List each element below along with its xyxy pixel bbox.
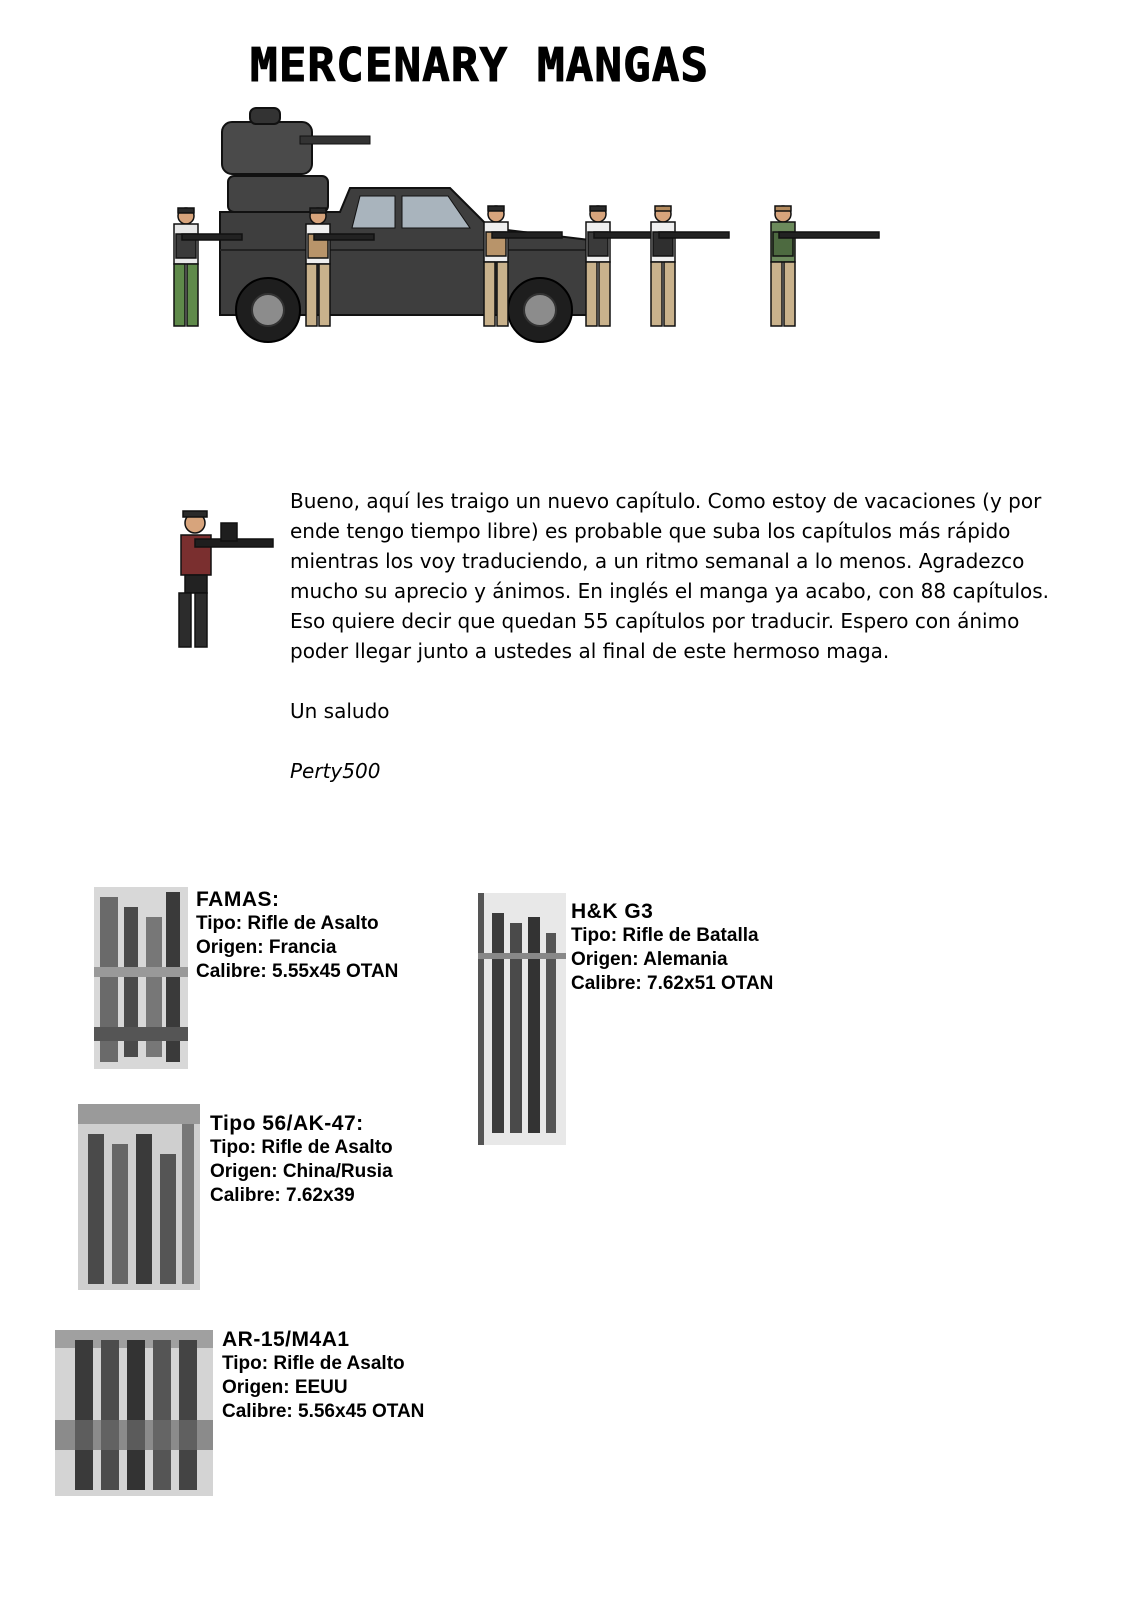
note-greeting: Un saludo — [290, 699, 390, 723]
hk-g3-panel-image — [478, 893, 566, 1145]
weapon-name: AR-15/M4A1 — [222, 1328, 350, 1351]
weapon-card-ar15 — [222, 1328, 424, 1424]
weapon-name: Tipo 56/AK-47: — [210, 1112, 364, 1135]
weapon-card-hk-g3 — [571, 900, 773, 996]
weapon-card-famas — [196, 888, 398, 984]
weapon-origin: Origen: China/Rusia — [210, 1161, 393, 1182]
weapon-caliber: Calibre: 7.62x39 — [210, 1185, 355, 1206]
weapon-type: Tipo: Rifle de Batalla — [571, 925, 759, 946]
weapon-name: H&K G3 — [571, 900, 654, 923]
weapon-type: Tipo: Rifle de Asalto — [210, 1137, 393, 1158]
weapon-type: Tipo: Rifle de Asalto — [196, 913, 379, 934]
ak47-panel-image — [78, 1104, 200, 1290]
weapon-caliber: Calibre: 5.55x45 OTAN — [196, 961, 399, 982]
weapon-card-ak47 — [210, 1112, 393, 1208]
weapon-origin: Origen: Alemania — [571, 949, 728, 970]
weapon-caliber: Calibre: 7.62x51 OTAN — [571, 973, 774, 994]
weapon-name: FAMAS: — [196, 888, 280, 911]
page-title: MERCENARY MANGAS — [250, 38, 710, 92]
note-signature: Perty500 — [290, 759, 381, 783]
weapon-origin: Origen: EEUU — [222, 1377, 348, 1398]
ar15-panel-image — [55, 1330, 213, 1496]
translator-note — [290, 486, 1050, 786]
weapon-type: Tipo: Rifle de Asalto — [222, 1353, 405, 1374]
weapon-caliber: Calibre: 5.56x45 OTAN — [222, 1401, 425, 1422]
famas-panel-image — [94, 887, 188, 1069]
soldier-illustration — [165, 505, 275, 655]
weapon-origin: Origen: Francia — [196, 937, 337, 958]
truck-soldiers-illustration — [150, 100, 890, 350]
note-paragraph: Bueno, aquí les traigo un nuevo capítulo. Como estoy de vacaciones (y por ende tengo tiempo libre) es probable que suba los capítulos más rápido mientras los voy traduciendo, a un ritmo semanal a lo menos. Agradezco mucho su aprecio y ánimos. En inglés el manga ya acabo, con 88 capítulos. Eso quiere decir que quedan 55 capítulos por traducir. Espero con ánimo poder llegar junto a ustedes al final de este hermoso maga. — [290, 489, 1050, 663]
